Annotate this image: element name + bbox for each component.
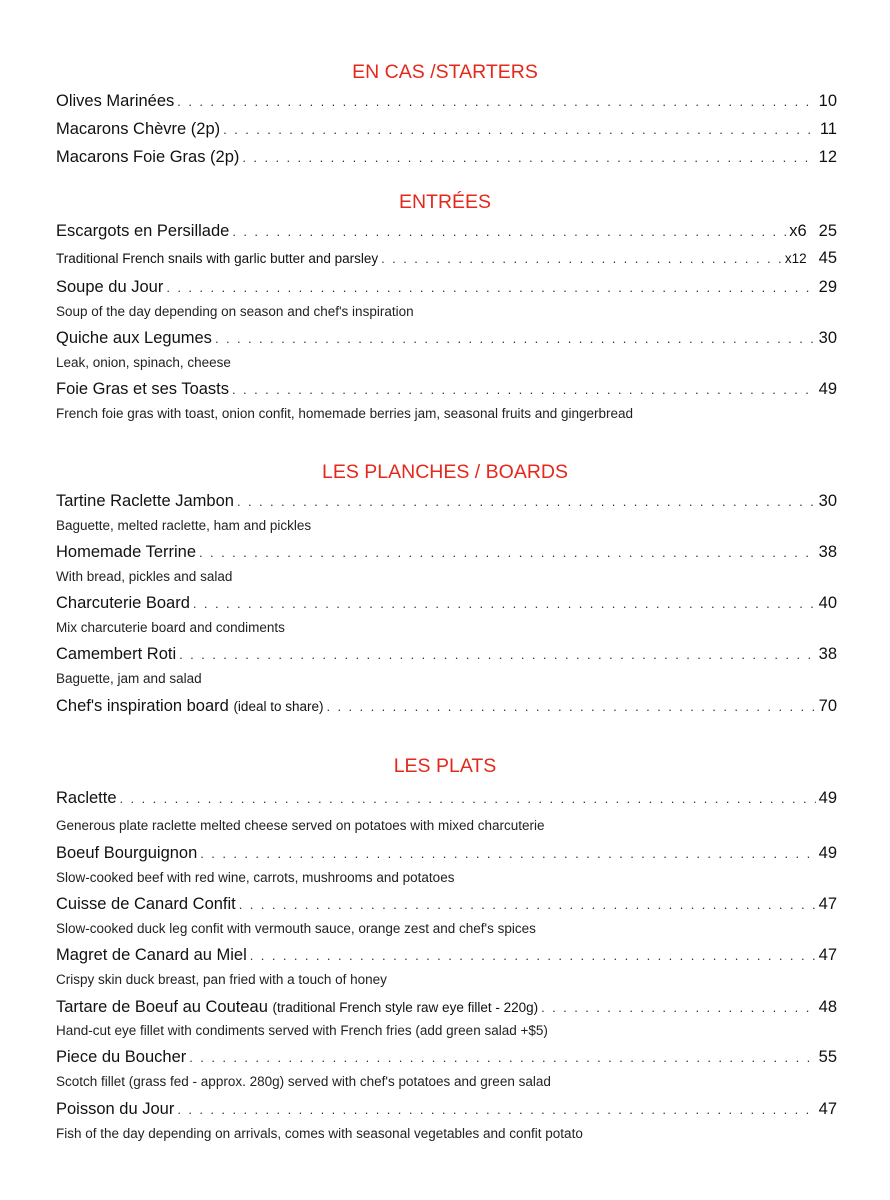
- menu-item: [56, 945, 837, 966]
- item-price: 55: [818, 1048, 837, 1066]
- menu-item: [56, 1099, 837, 1120]
- leader-dots: [179, 645, 816, 665]
- menu-item: [56, 147, 837, 168]
- item-name: Escargots en Persillade: [56, 222, 230, 240]
- item-price: 48: [818, 998, 837, 1016]
- item-name: Charcuterie Board: [56, 594, 190, 612]
- menu-item: [56, 1047, 837, 1068]
- item-name: Camembert Roti: [56, 645, 177, 663]
- menu-item: [56, 91, 837, 112]
- item-name: Cuisse de Canard Confit: [56, 895, 236, 913]
- leader-dots: [120, 789, 816, 809]
- item-price: 25: [818, 222, 837, 240]
- item-description: Scotch fillet (grass fed - approx. 280g) served with chef's potatoes and green salad: [56, 1074, 551, 1089]
- menu-item: [56, 788, 837, 809]
- menu-item: [56, 644, 837, 665]
- menu-item: [56, 221, 837, 242]
- leader-dots: [199, 543, 816, 563]
- leader-dots: [200, 844, 815, 864]
- menu-item: [56, 379, 837, 400]
- menu-item: [56, 593, 837, 614]
- item-price: 30: [818, 329, 837, 347]
- leader-dots: [193, 594, 816, 614]
- leader-dots: [166, 278, 815, 298]
- item-price: 38: [818, 543, 837, 561]
- item-description: Fish of the day depending on arrivals, comes with seasonal vegetables and confit potato: [56, 1126, 583, 1141]
- leader-dots: [237, 492, 816, 512]
- item-price: 11: [819, 120, 837, 138]
- leader-dots: [177, 92, 815, 112]
- item-name: Tartine Raclette Jambon: [56, 492, 234, 510]
- item-price: 30: [818, 492, 837, 510]
- item-name: Olives Marinées: [56, 92, 175, 110]
- menu-item: [56, 542, 837, 563]
- menu-item: [56, 696, 837, 717]
- item-description: Soup of the day depending on season and chef's inspiration: [56, 304, 414, 319]
- item-price: 47: [818, 1100, 837, 1118]
- item-name: Piece du Boucher: [56, 1048, 187, 1066]
- item-description: Generous plate raclette melted cheese served on potatoes with mixed charcuterie: [56, 818, 545, 833]
- leader-dots: [326, 697, 815, 717]
- item-description: Mix charcuterie board and condiments: [56, 620, 285, 635]
- item-description: Baguette, melted raclette, ham and pickles: [56, 518, 312, 533]
- leader-dots: [223, 120, 817, 140]
- leader-dots: [232, 380, 816, 400]
- menu-item: [56, 894, 837, 915]
- item-name: Boeuf Bourguignon: [56, 844, 198, 862]
- item-name: Macarons Chèvre (2p): [56, 120, 221, 138]
- item-description: French foie gras with toast, onion confit, homemade berries jam, seasonal fruits and gingerbread: [56, 406, 634, 421]
- item-name: Traditional French snails with garlic butter and parsley: [56, 251, 379, 266]
- item-name: [56, 696, 323, 717]
- item-name: Macarons Foie Gras (2p): [56, 148, 240, 166]
- item-quantity: x12: [784, 251, 807, 266]
- menu-item: [56, 249, 837, 268]
- item-price: 38: [818, 645, 837, 663]
- item-name: [56, 997, 538, 1018]
- item-price: 12: [818, 148, 837, 166]
- leader-dots: [215, 329, 816, 349]
- section-heading-plats: LES PLATS: [393, 755, 497, 777]
- menu-item: [56, 119, 837, 140]
- section-heading-boards: LES PLANCHES / BOARDS: [322, 461, 568, 483]
- item-price: 47: [818, 946, 837, 964]
- item-name: Magret de Canard au Miel: [56, 946, 247, 964]
- item-description: With bread, pickles and salad: [56, 569, 233, 584]
- menu-item: [56, 328, 837, 349]
- item-name: Foie Gras et ses Toasts: [56, 380, 230, 398]
- item-description: Slow-cooked beef with red wine, carrots, mushrooms and potatoes: [56, 870, 455, 885]
- item-price: 49: [818, 789, 837, 807]
- item-note: (traditional French style raw eye fillet - 220g): [272, 1000, 539, 1015]
- menu-item: [56, 843, 837, 864]
- item-price: 45: [818, 249, 837, 267]
- item-description: Baguette, jam and salad: [56, 671, 202, 686]
- section-heading-entrees: ENTRÉES: [398, 191, 492, 213]
- leader-dots: [232, 222, 786, 242]
- item-description: Hand-cut eye fillet with condiments served with French fries (add green salad +$5): [56, 1023, 548, 1038]
- item-description: Slow-cooked duck leg confit with vermouth sauce, orange zest and chef's spices: [56, 921, 536, 936]
- item-price: 70: [818, 697, 837, 715]
- item-name: Homemade Terrine: [56, 543, 197, 561]
- item-price: 10: [818, 92, 837, 110]
- menu-item: [56, 997, 837, 1018]
- leader-dots: [189, 1048, 815, 1068]
- item-description: Crispy skin duck breast, pan fried with a touch of honey: [56, 972, 387, 987]
- item-name: Raclette: [56, 789, 117, 807]
- item-quantity: x6: [789, 222, 807, 240]
- item-name: Poisson du Jour: [56, 1100, 175, 1118]
- menu-item: [56, 277, 837, 298]
- item-description: Leak, onion, spinach, cheese: [56, 355, 231, 370]
- leader-dots: [242, 148, 815, 168]
- item-name-text: Tartare de Boeuf au Couteau: [56, 998, 268, 1016]
- item-price: 29: [818, 278, 837, 296]
- leader-dots: [381, 250, 782, 268]
- item-price: 49: [818, 380, 837, 398]
- leader-dots: [239, 895, 816, 915]
- item-price: 49: [818, 844, 837, 862]
- menu-item: [56, 491, 837, 512]
- leader-dots: [177, 1100, 815, 1120]
- item-name: Quiche aux Legumes: [56, 329, 212, 347]
- item-name-text: Chef's inspiration board: [56, 697, 229, 715]
- item-price: 40: [818, 594, 837, 612]
- item-note: (ideal to share): [233, 699, 324, 714]
- section-heading-starters: EN CAS /STARTERS: [352, 61, 538, 83]
- item-name: Soupe du Jour: [56, 278, 164, 296]
- leader-dots: [250, 946, 816, 966]
- leader-dots: [541, 998, 816, 1018]
- item-price: 47: [818, 895, 837, 913]
